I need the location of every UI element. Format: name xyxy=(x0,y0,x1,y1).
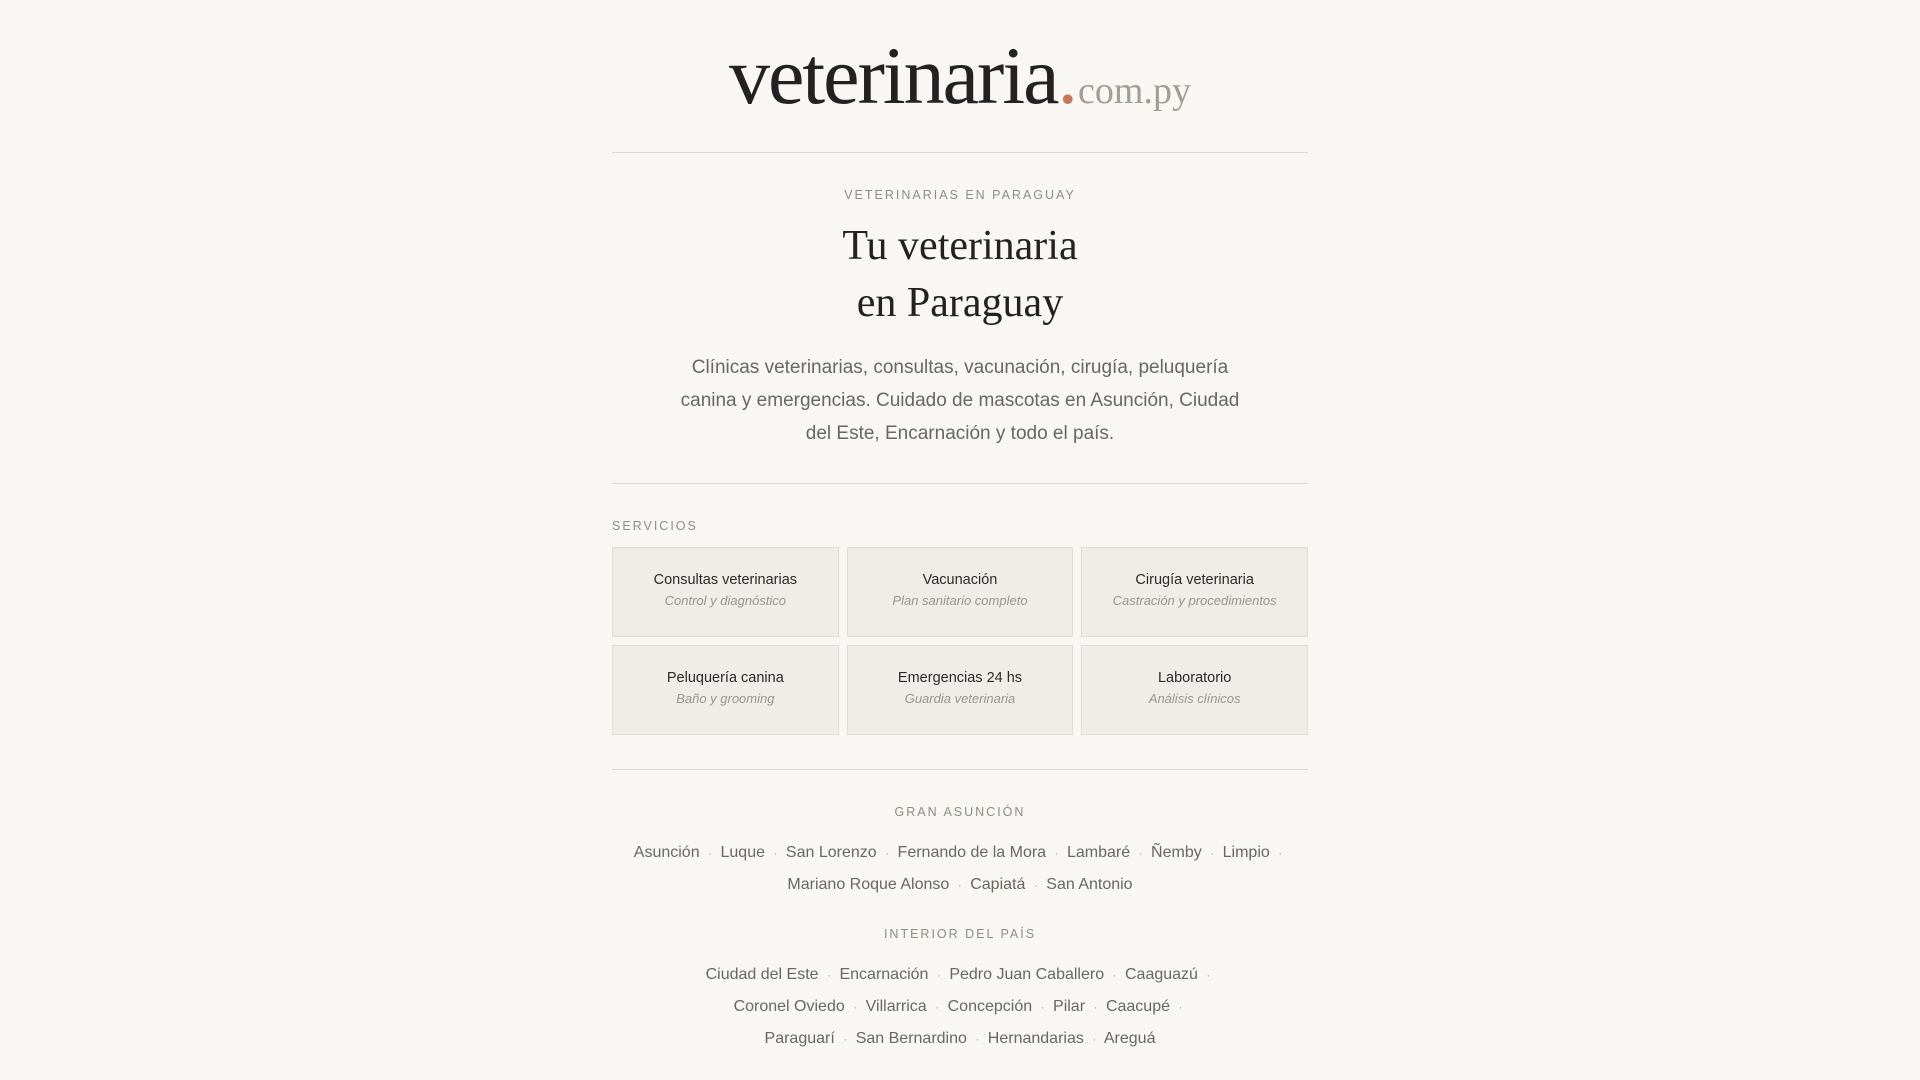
gran-asuncion-heading: GRAN ASUNCIÓN xyxy=(894,805,1026,819)
service-card-vacunacion[interactable] xyxy=(847,547,1074,637)
services-section xyxy=(612,519,1308,735)
city-link[interactable]: Villarrica xyxy=(865,998,927,1015)
service-title: Laboratorio xyxy=(1157,670,1232,686)
city-separator: · xyxy=(1210,846,1215,860)
service-card-laboratorio[interactable] xyxy=(1081,645,1308,735)
city-link[interactable]: Ñemby xyxy=(1151,844,1202,861)
city-link[interactable]: Limpio xyxy=(1222,844,1270,861)
interior-city-list xyxy=(700,959,1220,1055)
city-separator: · xyxy=(1112,968,1117,982)
hero-eyebrow: VETERINARIAS EN PARAGUAY xyxy=(844,188,1076,202)
service-title: Vacunación xyxy=(922,572,998,588)
city-link[interactable]: Pedro Juan Caballero xyxy=(949,966,1105,983)
city-link[interactable]: Areguá xyxy=(1103,1030,1156,1047)
divider xyxy=(612,769,1308,770)
services-grid xyxy=(612,547,1308,735)
service-subtitle: Análisis clínicos xyxy=(1148,691,1241,706)
city-separator: · xyxy=(1278,846,1283,860)
city-separator: · xyxy=(936,968,941,982)
city-link[interactable]: Concepción xyxy=(947,998,1033,1015)
city-link[interactable]: San Lorenzo xyxy=(785,844,877,861)
service-subtitle: Castración y procedimientos xyxy=(1112,593,1277,608)
service-subtitle: Plan sanitario completo xyxy=(892,593,1028,608)
city-separator: · xyxy=(1033,878,1038,892)
city-separator: · xyxy=(885,846,890,860)
logo-tld: com.py xyxy=(1078,70,1191,112)
city-link[interactable]: Caaguazú xyxy=(1125,966,1198,983)
service-title: Peluquería canina xyxy=(666,670,784,686)
logo-dot: . xyxy=(1057,30,1079,121)
hero-title-line-1: Tu veterinaria xyxy=(842,223,1078,269)
cities-section xyxy=(612,805,1308,1055)
city-link[interactable]: Encarnación xyxy=(839,966,929,983)
city-separator: · xyxy=(975,1032,980,1046)
city-link[interactable]: Ciudad del Este xyxy=(705,966,819,983)
hero-title-line-2: en Paraguay xyxy=(856,280,1064,326)
city-link[interactable]: Fernando de la Mora xyxy=(897,844,1047,861)
hero-title xyxy=(612,218,1308,332)
hero-description: Clínicas veterinarias, consultas, vacunación, cirugía, peluquería canina y emergencias. Cuidado de mascotas en Asunción, Ciudad del Este, Encarnación y todo el país. xyxy=(680,357,1240,444)
hero-section xyxy=(612,188,1308,450)
city-separator: · xyxy=(1138,846,1143,860)
city-separator: · xyxy=(853,1000,858,1014)
divider xyxy=(612,483,1308,484)
service-subtitle: Guardia veterinaria xyxy=(904,691,1016,706)
service-card-consultas[interactable] xyxy=(612,547,839,637)
services-heading: SERVICIOS xyxy=(612,519,698,533)
service-card-cirugia[interactable] xyxy=(1081,547,1308,637)
city-separator: · xyxy=(1054,846,1059,860)
city-separator: · xyxy=(1092,1032,1097,1046)
city-link[interactable]: San Antonio xyxy=(1046,876,1133,893)
city-link[interactable]: Luque xyxy=(720,844,765,861)
city-link[interactable]: San Bernardino xyxy=(855,1030,967,1047)
city-link[interactable]: Mariano Roque Alonso xyxy=(787,876,950,893)
service-card-peluqueria[interactable] xyxy=(612,645,839,735)
city-separator: · xyxy=(1178,1000,1183,1014)
city-separator: · xyxy=(935,1000,940,1014)
city-link[interactable]: Hernandarias xyxy=(987,1030,1084,1047)
city-separator: · xyxy=(957,878,962,892)
logo-main-text: veterinaria xyxy=(729,30,1058,121)
city-link[interactable]: Caacupé xyxy=(1105,998,1170,1015)
service-title: Consultas veterinarias xyxy=(653,572,798,588)
service-title: Emergencias 24 hs xyxy=(897,670,1023,686)
site-logo[interactable] xyxy=(612,30,1308,121)
city-separator: · xyxy=(843,1032,848,1046)
page xyxy=(612,30,1308,1055)
city-separator: · xyxy=(1093,1000,1098,1014)
city-link[interactable]: Lambaré xyxy=(1066,844,1131,861)
city-link[interactable]: Capiatá xyxy=(970,876,1026,893)
city-separator: · xyxy=(773,846,778,860)
service-subtitle: Control y diagnóstico xyxy=(664,593,787,608)
divider xyxy=(612,152,1308,153)
city-separator: · xyxy=(827,968,832,982)
interior-heading: INTERIOR DEL PAÍS xyxy=(883,927,1037,941)
service-title: Cirugía veterinaria xyxy=(1135,572,1254,588)
city-link[interactable]: Coronel Oviedo xyxy=(733,998,845,1015)
service-subtitle: Baño y grooming xyxy=(676,691,775,706)
city-separator: · xyxy=(708,846,713,860)
city-link[interactable]: Asunción xyxy=(633,844,700,861)
gran-asuncion-city-list xyxy=(612,837,1308,901)
city-link[interactable]: Pilar xyxy=(1053,998,1086,1015)
city-separator: · xyxy=(1206,968,1211,982)
service-card-emergencias[interactable] xyxy=(847,645,1074,735)
city-separator: · xyxy=(1040,1000,1045,1014)
city-link[interactable]: Paraguarí xyxy=(764,1030,835,1047)
